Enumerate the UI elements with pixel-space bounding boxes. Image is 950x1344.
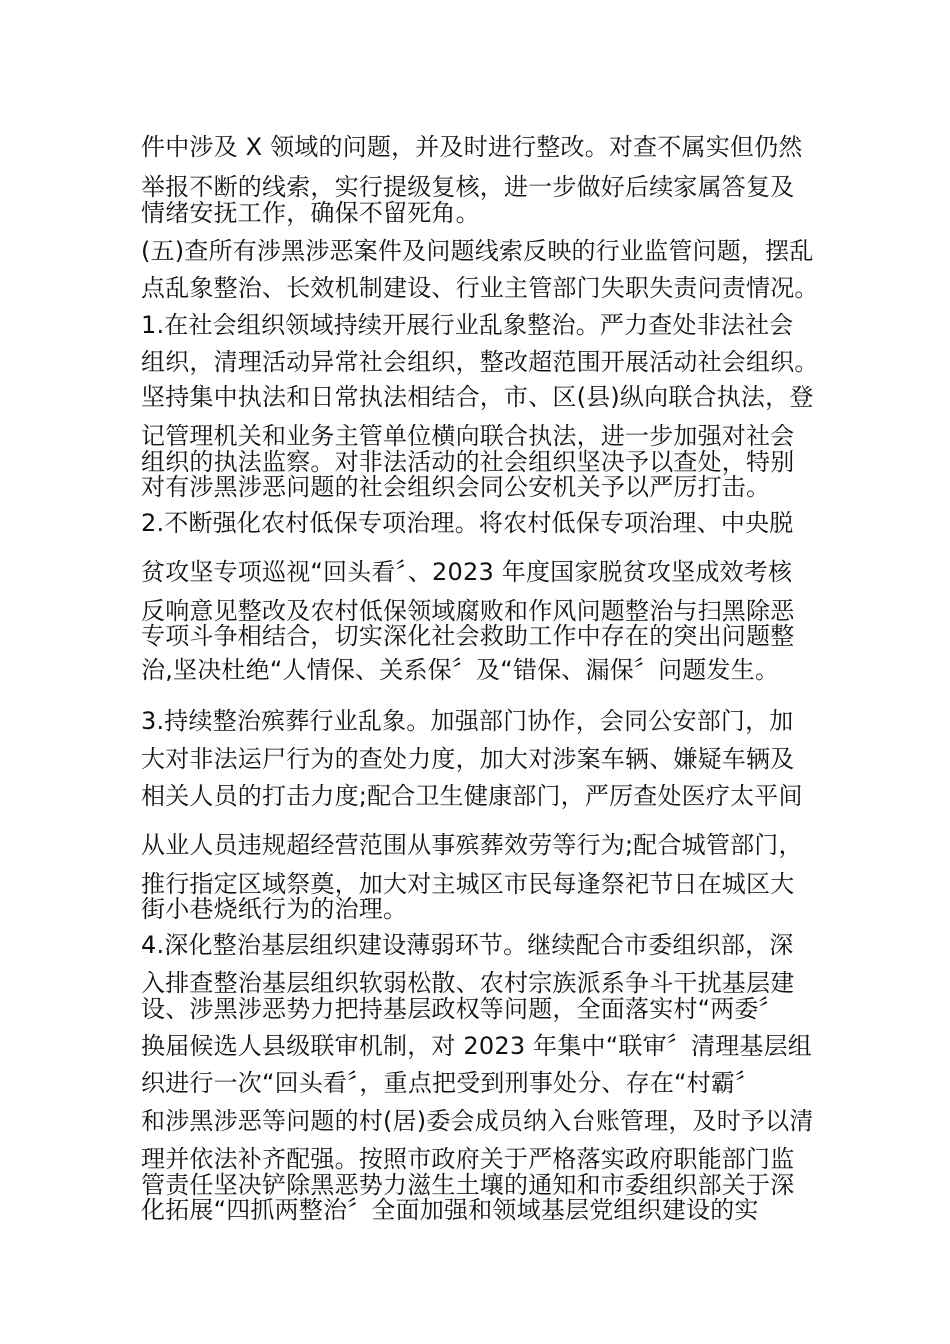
text-line: 化拓展“四抓两整治〞全面加强和领域基层党组织建设的实 [141, 1196, 759, 1224]
text-line: 入排查整治基层组织软弱松散、农村宗族派系争斗干扰基层建 [141, 969, 795, 997]
text-line: 2.不断强化农村低保专项治理。将农村低保专项治理、中央脱 [141, 509, 794, 537]
text-line: 和涉黑涉恶等问题的村(居)委会成员纳入台账管理，及时予以清 [141, 1107, 814, 1135]
text-line: (五)查所有涉黑涉恶案件及问题线索反映的行业监管问题，摆乱 [141, 237, 814, 265]
text-line: 反响意见整改及农村低保领域腐败和作风问题整治与扫黑除恶 [141, 597, 795, 625]
text-line: 治,坚决杜绝“人情保、关系保〞及“错保、漏保〞问题发生。 [141, 656, 780, 684]
text-line: 贫攻坚专项巡视“回头看〞、2023 年度国家脱贫攻坚成效考核 [141, 558, 793, 586]
text-line: 理并依法补齐配强。按照市政府关于严格落实政府职能部门监 [141, 1145, 795, 1173]
text-line: 4.深化整治基层组织建设薄弱环节。继续配合市委组织部，深 [141, 931, 794, 959]
text-line: 相关人员的打击力度;配合卫生健康部门，严厉查处医疗太平间 [141, 782, 803, 810]
text-line: 1.在社会组织领域持续开展行业乱象整治。严力查处非法社会 [141, 311, 794, 339]
text-line: 专项斗争相结合，切实深化社会救助工作中存在的突出问题整 [141, 622, 795, 650]
text-line: 织进行一次“回头看〞，重点把受到刑事处分、存在“村霸〞 [141, 1069, 760, 1097]
text-line: 件中涉及 X 领域的问题，并及时进行整改。对查不属实但仍然 [141, 133, 803, 161]
text-line: 组织的执法监察。对非法活动的社会组织坚决予以查处，特别 [141, 448, 795, 476]
text-line: 记管理机关和业务主管单位横向联合执法，进一步加强对社会 [141, 422, 795, 450]
text-line: 大对非法运尸行为的查处力度，加大对涉案车辆、嫌疑车辆及 [141, 745, 795, 773]
text-line: 3.持续整治殡葬行业乱象。加强部门协作，会同公安部门，加 [141, 707, 794, 735]
text-line: 对有涉黑涉恶问题的社会组织会同公安机关予以严厉打击。 [141, 473, 771, 501]
text-line: 设、涉黑涉恶势力把持基层政权等问题，全面落实村“两委〞 [141, 995, 783, 1023]
text-line: 坚持集中执法和日常执法相结合，市、区(县)纵向联合执法，登 [141, 383, 814, 411]
text-line: 推行指定区域祭奠，加大对主城区市民每逢祭祀节日在城区大 [141, 870, 795, 898]
text-line: 街小巷烧纸行为的治理。 [141, 895, 408, 923]
text-line: 从业人员违规超经营范围从事殡葬效劳等行为;配合城管部门， [141, 831, 803, 859]
text-line: 情绪安抚工作，确保不留死角。 [141, 199, 480, 227]
text-line: 管责任坚决铲除黑恶势力滋生土壤的通知和市委组织部关于深 [141, 1171, 795, 1199]
text-line: 换届候选人县级联审机制，对 2023 年集中“联审〞清理基层组 [141, 1032, 812, 1060]
text-line: 组织，清理活动异常社会组织，整改超范围开展活动社会组织。 [141, 348, 819, 376]
text-line: 举报不断的线索，实行提级复核，进一步做好后续家属答复及 [141, 173, 795, 201]
text-line: 点乱象整治、长效机制建设、行业主管部门失职失责问责情况。 [141, 274, 819, 302]
